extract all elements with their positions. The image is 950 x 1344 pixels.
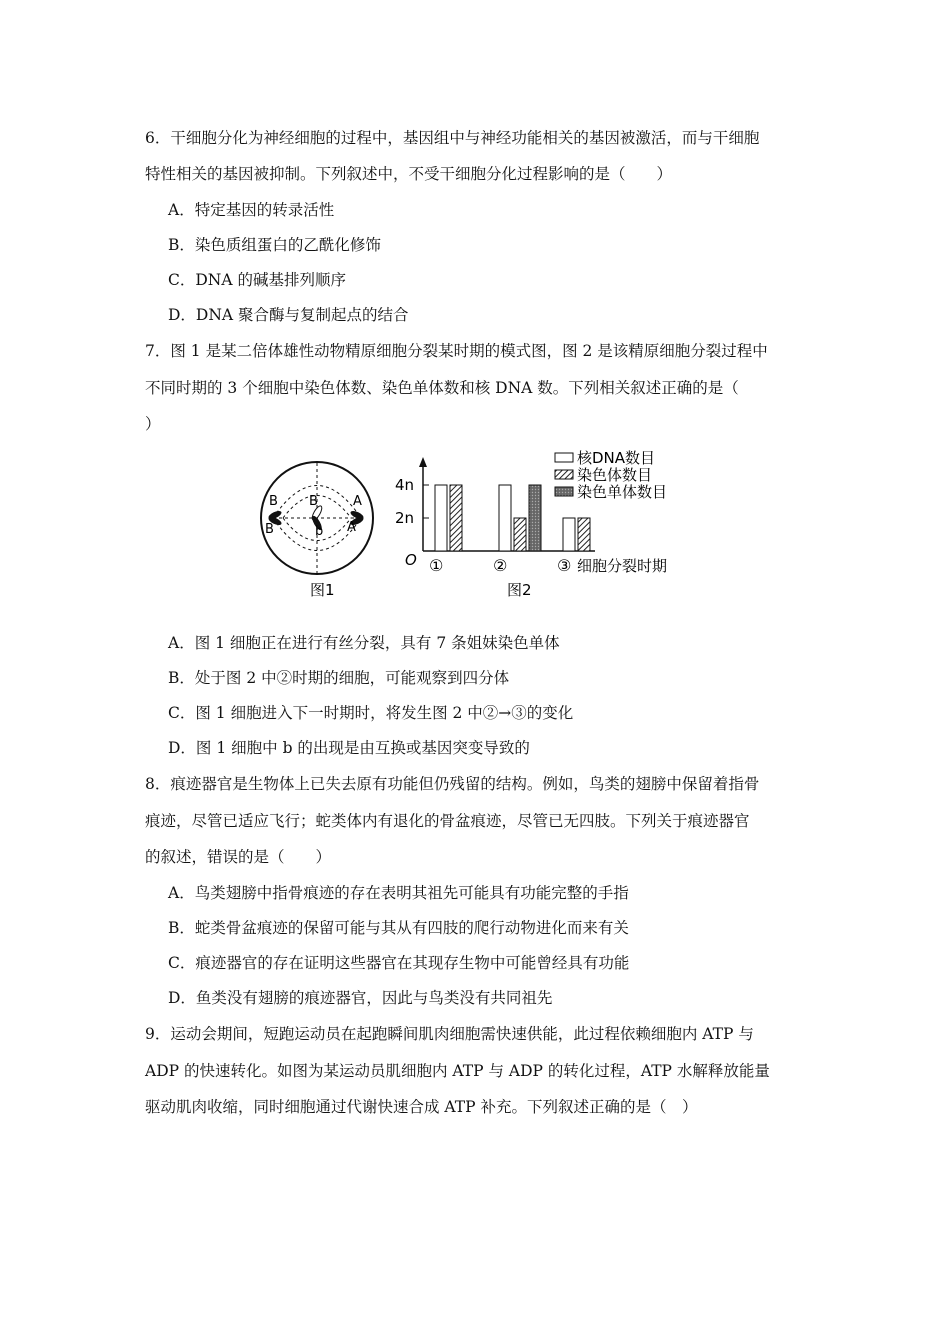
q7-option-b: B．处于图 2 中②时期的细胞，可能观察到四分体 [168, 669, 510, 687]
q6-option-c: C．DNA 的碱基排列顺序 [168, 271, 346, 289]
q8-stem-line-3: 的叙述，错误的是（ ） [145, 848, 332, 866]
cell-label: A [347, 520, 356, 535]
q9-stem-line-3: 驱动肌肉收缩，同时细胞通过代谢快速合成 ATP 补充。下列叙述正确的是（ ） [145, 1098, 698, 1116]
q9-stem-line-2: ADP 的快速转化。如图为某运动员肌细胞内 ATP 与 ADP 的转化过程，ATP 水解释放能量 [145, 1062, 770, 1080]
bar-dna [499, 485, 511, 551]
x-label: ③ [557, 556, 572, 575]
cell-label: B [265, 522, 274, 537]
q7-option-c: C．图 1 细胞进入下一时期时，将发生图 2 中②→③的变化 [168, 704, 574, 722]
q6-stem-line-1: 6．干细胞分化为神经细胞的过程中，基因组中与神经功能相关的基因被激活，而与干细胞 [145, 129, 760, 147]
cell-label: B [309, 494, 318, 509]
bar-chromosome [578, 518, 590, 551]
legend-label: 核DNA数目 [577, 449, 656, 467]
y-tick-label: 4n [395, 476, 415, 494]
bar-chromosome [514, 518, 526, 551]
q6-stem-line-2: 特性相关的基因被抑制。下列叙述中，不受干细胞分化过程影响的是（ ） [145, 165, 673, 183]
chart-legend [555, 449, 667, 501]
x-label: ② [493, 556, 508, 575]
q8-stem-line-1: 8．痕迹器官是生物体上已失去原有功能但仍残留的结构。例如，鸟类的翅膀中保留着指骨 [145, 775, 760, 793]
x-axis-title: 细胞分裂时期 [577, 557, 668, 575]
q7-stem-line-3: ） [145, 415, 161, 433]
q8-option-d: D．鱼类没有翅膀的痕迹器官，因此与鸟类没有共同祖先 [168, 989, 553, 1007]
legend-swatch-chromosome [555, 470, 573, 479]
q8-option-b: B．蛇类骨盆痕迹的保留可能与其从有四肢的爬行动物进化而来有关 [168, 919, 629, 937]
x-label: ① [429, 556, 444, 575]
q9-stem-line-1: 9．运动会期间，短跑运动员在起跑瞬间肌肉细胞需快速供能，此过程依赖细胞内 ATP 与 [145, 1025, 754, 1043]
legend-label: 染色体数目 [577, 466, 653, 484]
legend-label: 染色单体数目 [577, 483, 668, 501]
q8-stem-line-2: 痕迹，尽管已适应飞行；蛇类体内有退化的骨盆痕迹，尽管已无四肢。下列关于痕迹器官 [145, 812, 750, 830]
q6-option-a: A．特定基因的转录活性 [168, 201, 335, 219]
q7-stem-line-1: 7．图 1 是某二倍体雄性动物精原细胞分裂某时期的模式图，图 2 是该精原细胞分裂过程中 [145, 342, 768, 360]
cell-label: b [315, 524, 324, 539]
legend-swatch-chromatid [555, 487, 573, 496]
q7-option-d: D．图 1 细胞中 b 的出现是由互换或基因突变导致的 [168, 739, 530, 757]
q8-option-a: A．鸟类翅膀中指骨痕迹的存在表明其祖先可能具有功能完整的手指 [168, 884, 629, 902]
cell-label: A [353, 494, 362, 509]
q8-option-c: C．痕迹器官的存在证明这些器官在其现存生物中可能曾经具有功能 [168, 954, 630, 972]
bar-chromatid [529, 485, 541, 551]
bar-chromosome [450, 485, 462, 551]
bar-dna [563, 518, 575, 551]
fig2-caption: 图2 [507, 581, 532, 599]
q6-option-d: D．DNA 聚合酶与复制起点的结合 [168, 306, 409, 324]
fig1-cell-diagram [261, 462, 373, 574]
bar-dna [435, 485, 447, 551]
cell-label: B [269, 494, 278, 509]
y-axis-arrow [419, 457, 427, 467]
y-tick-label: 2n [395, 509, 415, 527]
axis-origin: O [405, 551, 417, 569]
legend-swatch-dna [555, 453, 573, 462]
q7-figure [255, 443, 705, 608]
q6-option-b: B．染色质组蛋白的乙酰化修饰 [168, 236, 381, 254]
q7-stem-line-2: 不同时期的 3 个细胞中染色体数、染色单体数和核 DNA 数。下列相关叙述正确的是（ [145, 379, 739, 397]
fig1-caption: 图1 [310, 581, 335, 599]
q7-option-a: A．图 1 细胞正在进行有丝分裂，具有 7 条姐妹染色单体 [168, 634, 560, 652]
